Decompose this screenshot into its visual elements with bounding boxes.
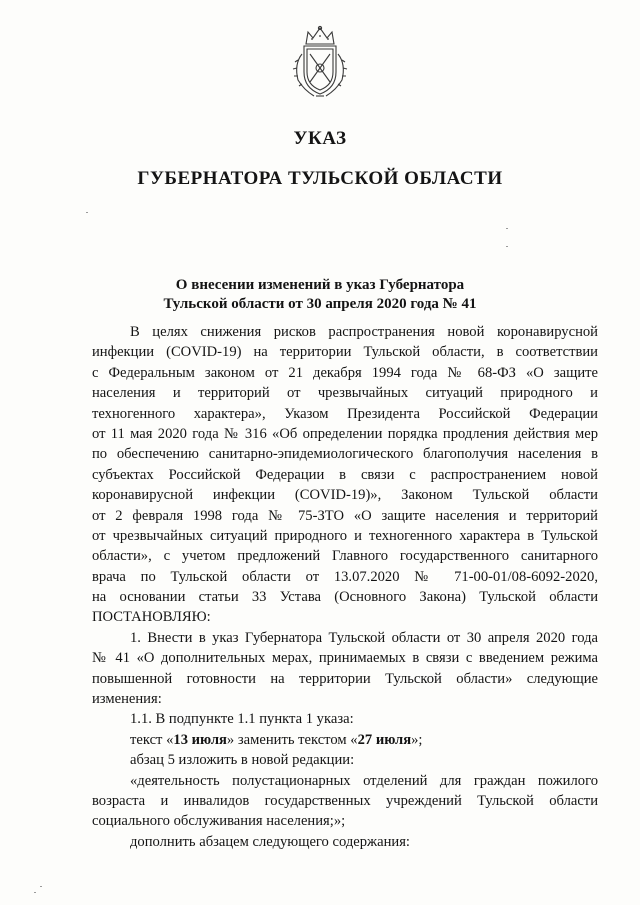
preamble-line: на основании статьи 33 Устава (Основного Закона) Тульской области bbox=[92, 589, 598, 606]
item-1-line: повышенной готовности на территории Тульской области» следующие bbox=[92, 670, 598, 687]
item-1-line: № 41 «О дополнительных мерах, принимаемых в связи с введением режима bbox=[92, 650, 598, 667]
replace-new-date: 27 июля bbox=[357, 731, 412, 748]
replace-prefix: текст « bbox=[130, 731, 174, 748]
subject-line-1: О внесении изменений в указ Губернатора bbox=[175, 277, 465, 293]
item-1-1: 1.1. В подпункте 1.1 пункта 1 указа: bbox=[130, 711, 354, 728]
add-paragraph-instruction: дополнить абзацем следующего содержания: bbox=[130, 833, 410, 850]
subject-line-2: Тульской области от 30 апреля 2020 года № 41 bbox=[163, 296, 477, 312]
preamble-line: от 2 февраля 1998 года № 75-ЗТО «О защите населения и территорий bbox=[92, 507, 598, 524]
preamble-line: по обеспечению санитарно-эпидемиологического благополучия населения в bbox=[92, 446, 598, 463]
preamble-line: с Федеральным законом от 21 декабря 1994 года № 68-ФЗ «О защите bbox=[92, 364, 598, 381]
paragraph-5-instruction: абзац 5 изложить в новой редакции: bbox=[130, 752, 355, 769]
decree-title: УКАЗ bbox=[293, 128, 347, 149]
quote-line: социального обслуживания населения;»; bbox=[92, 813, 346, 830]
decree-body bbox=[92, 322, 598, 852]
quote-line: возраста и инвалидов государственных учреждений Тульской области bbox=[92, 792, 598, 809]
preamble-line: В целях снижения рисков распространения новой коронавирусной bbox=[130, 324, 598, 340]
preamble-line: инфекции (COVID-19) на территории Тульской области, в соответствии bbox=[92, 344, 598, 361]
issuer-title: ГУБЕРНАТОРА ТУЛЬСКОЙ ОБЛАСТИ bbox=[137, 168, 503, 189]
scan-speck bbox=[506, 246, 508, 247]
decree-subject bbox=[0, 276, 640, 314]
preamble-line: субъектах Российской Федерации в связи с распространением новой bbox=[92, 466, 598, 483]
preamble-line: области», с учетом предложений Главного государственного санитарного bbox=[92, 548, 598, 565]
preamble-line: от чрезвычайных ситуаций природного и техногенного характера в Тульской bbox=[92, 527, 598, 544]
replace-middle: » заменить текстом « bbox=[226, 731, 358, 748]
scan-speck bbox=[506, 228, 508, 229]
item-1-line: 1. Внести в указ Губернатора Тульской области от 30 апреля 2020 года bbox=[130, 629, 598, 646]
preamble-line: коронавирусной инфекции (COVID-19)», Законом Тульской области bbox=[92, 487, 598, 504]
scan-speck bbox=[40, 886, 42, 887]
replace-suffix: »; bbox=[411, 731, 423, 748]
scan-speck bbox=[34, 892, 36, 893]
replace-old-date: 13 июля bbox=[173, 731, 227, 748]
scan-speck bbox=[86, 212, 88, 213]
quote-line: «деятельность полустационарных отделений для граждан пожилого bbox=[130, 772, 598, 789]
decree-word: ПОСТАНОВЛЯЮ: bbox=[92, 609, 211, 626]
item-1-line: изменения: bbox=[92, 691, 162, 708]
preamble-line: техногенного характера», Указом Президента Российской Федерации bbox=[92, 405, 598, 422]
preamble-line: от 11 мая 2020 года № 316 «Об определении порядка продления действия мер bbox=[92, 425, 598, 442]
replace-text-line bbox=[92, 730, 598, 750]
preamble-line: врача по Тульской области от 13.07.2020 № 71-00-01/08-6092-2020, bbox=[92, 568, 598, 585]
tula-coat-of-arms-icon bbox=[290, 24, 350, 100]
preamble-line: населения и территорий от чрезвычайных ситуаций природного и bbox=[92, 385, 598, 402]
